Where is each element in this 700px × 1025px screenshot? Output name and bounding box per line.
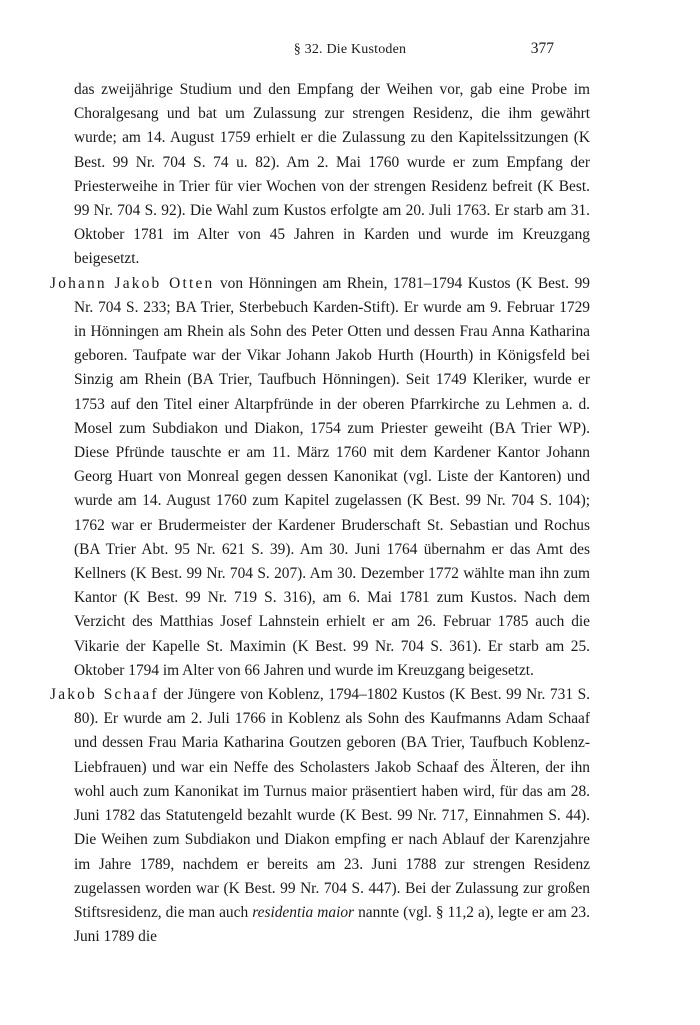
entry-text: der Jüngere von Koblenz, 1794–1802 Kustos (K Best. 99 Nr. 731 S. 80). Er wurde am 2. Juli 1766 in Koblenz als Sohn des Kaufmanns Adam Schaaf und dessen Frau Maria Katharina Goutzen geboren (BA Trier, Taufbuch Koblenz-Liebfrauen) und war ein Neffe des Scholasters Jakob Schaaf des Älteren, der ihn wohl auch zum Kanonikat im Turnus maior präsentiert haben wird, für das am 28. Juni 1782 das Statutengeld bezahlt wurde (K Best. 99 Nr. 717, Einnahmen S. 44). Die Weihen zum Subdiakon und Diakon empfing er nach Ablauf der Karenzjahre im Jahre 1789, nachdem er bereits am 23. Juni 1788 zur strengen Residenz zugelassen worden war (K Best. 99 Nr. 704 S. 447). Bei der Zulassung zur großen Stiftsresidenz, die man auch bbox=[74, 686, 591, 921]
running-title: § 32. Die Kustoden bbox=[293, 42, 407, 57]
page-number: 377 bbox=[530, 40, 554, 57]
continuation-paragraph: das zweijährige Studium und den Empfang der Weihen vor, gab eine Probe im Choralgesang und bat um Zulassung zur strengen Residenz, die ihm gewährt wurde; am 14. August 1759 erhielt er die Zulassung zu den Kapitelssitzungen (K Best. 99 Nr. 704 S. 74 u. 82). Am 2. Mai 1760 wurde er zum Empfang der Priesterweihe in Trier für vier Wochen von der strengen Residenz befreit (K Best. 99 Nr. 704 S. 92). Die Wahl zum Kustos erfolgte am 20. Juli 1763. Er starb am 31. Oktober 1781 im Alter von 45 Jahren in Karden und wurde im Kreuzgang beigesetzt. bbox=[74, 81, 590, 268]
latin-term: residentia maior bbox=[252, 903, 355, 921]
entry-text-continued: nannte (vgl. § 11,2 a), legte er am 23. Juni 1789 die bbox=[74, 903, 590, 946]
person-name: Johann Jakob Otten bbox=[50, 274, 215, 292]
body-text bbox=[50, 78, 590, 949]
entry-johann-jakob-otten bbox=[50, 272, 590, 683]
page-header bbox=[0, 40, 700, 62]
person-name: Jakob Schaaf bbox=[50, 686, 159, 704]
entry-jakob-schaaf bbox=[50, 683, 590, 949]
entry-text: von Hönningen am Rhein, 1781–1794 Kustos (K Best. 99 Nr. 704 S. 233; BA Trier, Sterbebuch Karden-Stift). Er wurde am 9. Februar 1729 in Hönningen am Rhein als Sohn des Peter Otten und dessen Frau Anna Katharina geboren. Taufpate war der Vikar Johann Jakob Hurth (Hourth) in Königsfeld bei Sinzig am Rhein (BA Trier, Taufbuch Hönningen). Seit 1749 Kleriker, wurde er 1753 auf den Titel einer Altarpfründe in der oberen Pfarrkirche zu Lehmen a. d. Mosel zum Subdiakon und Diakon, 1754 zum Priester geweiht (BA Trier WP). Diese Pfründe tauschte er am 11. März 1760 mit dem Kardener Kantor Johann Georg Huart von Monreal gegen dessen Kanonikat (vgl. Liste der Kantoren) und wurde am 14. August 1760 zum Kapitel zugelassen (K Best. 99 Nr. 704 S. 104); 1762 war er Brudermeister der Kardener Bruderschaft St. Sebastian und Rochus (BA Trier Abt. 95 Nr. 621 S. 39). Am 30. Juni 1764 übernahm er das Amt des Kellners (K Best. 99 Nr. 704 S. 207). Am 30. Dezember 1772 wählte man ihn zum Kantor (K Best. 99 Nr. 719 S. 316), am 6. Mai 1781 zum Kustos. Nach dem Verzicht des Matthias Josef Lahnstein erhielt er am 26. Februar 1785 auch die Vikarie der Kapelle St. Maximin (K Best. 99 Nr. 704 S. 361). Er starb am 25. Oktober 1794 im Alter von 66 Jahren und wurde im Kreuzgang beigesetzt. bbox=[74, 274, 590, 679]
